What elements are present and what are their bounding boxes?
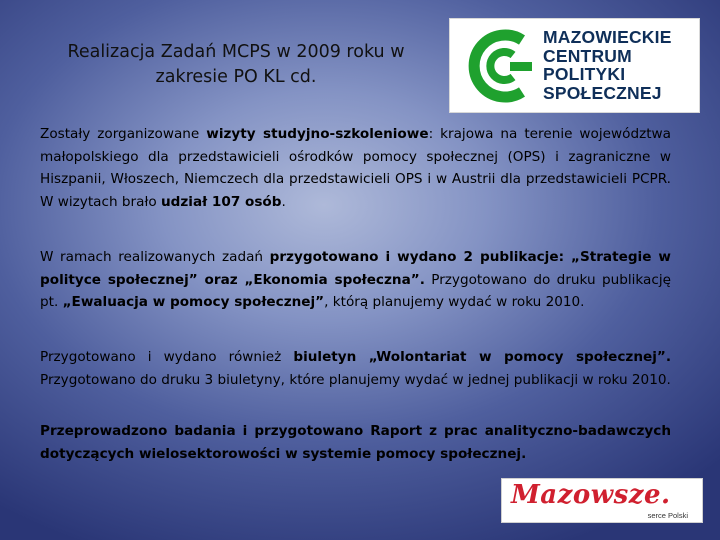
mcps-logo [449, 18, 700, 113]
slide-title-line2: zakresie PO KL cd. [155, 67, 317, 87]
p1-text-2: : krajowa na terenie województwa małopolskiego dla przedstawicieli ośrodków pomocy społecznej (OPS) i zagraniczne w Hiszpanii, Włoszech, Niemczech dla przedstawicieli OPS i w Austrii dla przedstawicieli PCPR. W wizytach brało [40, 126, 671, 210]
mazowsze-logo-word: Mazowsze. [511, 480, 671, 510]
p2-text-3: , którą planujemy wydać w roku 2010. [324, 294, 585, 310]
mcps-logo-line1: MAZOWIECKIE [543, 27, 672, 47]
p1-text-3: . [281, 193, 286, 210]
p2-bold-1: przygotowano i wydano 2 publikacje: „Strategie w polityce społecznej” oraz „Ekonomia społeczna”. [40, 249, 671, 288]
mazowsze-logo-subtitle: serce Polski [647, 511, 688, 520]
mcps-logo-line4: SPOŁECZNEJ [543, 82, 662, 103]
p1-bold-2: udział 107 osób [160, 193, 282, 210]
mcps-logo-line3: POLITYKI [543, 64, 626, 84]
p4-bold-1: Przeprowadzono badania i przygotowano Raport z prac analityczno-badawczych dotyczących wielosektorowości w systemie pomocy społecznej. [40, 423, 671, 462]
p2-bold-2: „Ewaluacja w pomocy społecznej” [62, 294, 325, 310]
paragraph-bulletin [40, 346, 671, 391]
paragraph-research-report [40, 420, 671, 465]
paragraph-publications [40, 246, 671, 314]
slide-title-line1: Realizacja Zadań MCPS w 2009 roku w [67, 42, 405, 62]
p1-text-1: Zostały zorganizowane [40, 126, 207, 142]
p3-bold-1: biuletyn „Wolontariat w pomocy społecznej”. [293, 349, 671, 365]
paragraph-study-visits [40, 123, 671, 213]
mcps-logo-text [543, 28, 695, 102]
p3-text-2: Przygotowano do druku 3 biuletyny, które planujemy wydać w jednej publikacji w roku 2010. [40, 371, 671, 388]
p3-text-1: Przygotowano i wydano również [40, 349, 294, 365]
mcps-logo-line2: CENTRUM [543, 45, 632, 66]
p2-text-2: Przygotowano do druku publikację pt. [40, 271, 671, 310]
mazowsze-logo [501, 478, 703, 523]
slide-title [30, 40, 442, 90]
p2-text-1: W ramach realizowanych zadań [40, 249, 270, 265]
p1-bold-1: wizyty studyjno-szkoleniowe [206, 126, 429, 142]
